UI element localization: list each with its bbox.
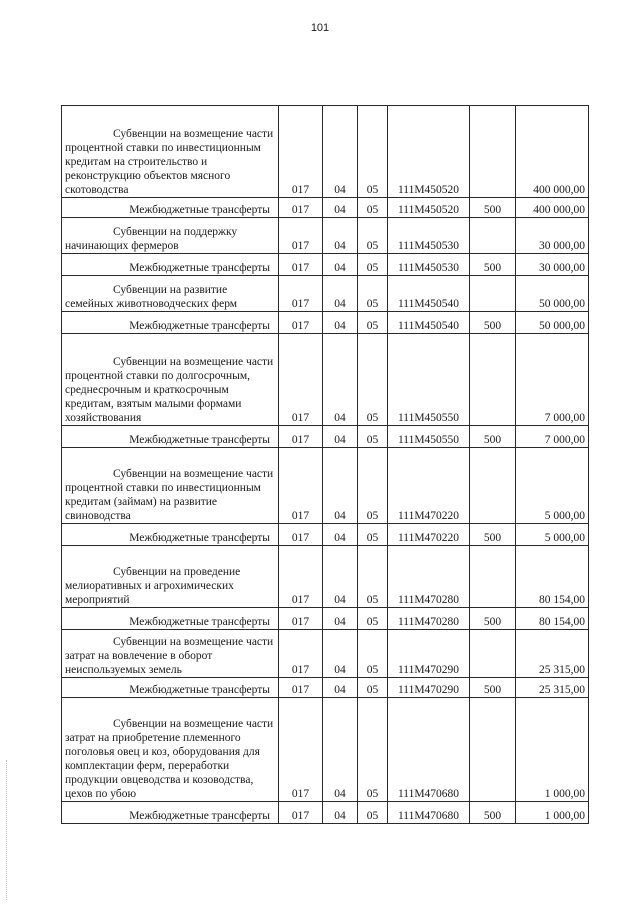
amount: 50 000,00: [516, 312, 589, 334]
section-code: 04: [323, 546, 358, 608]
subsection-code: 05: [358, 524, 388, 546]
description-line: кредитам, взятым малыми формами: [65, 398, 242, 410]
subsection-code: 05: [358, 630, 388, 678]
description-line: Межбюджетные трансферты: [129, 262, 270, 274]
transfer-row: [62, 198, 589, 218]
budget-table-body: [62, 106, 589, 824]
target-article-code: 111М470280: [388, 608, 470, 630]
amount: 80 154,00: [516, 608, 589, 630]
row-description: [62, 198, 279, 218]
subsection-code: 05: [358, 254, 388, 276]
expense-type-code: [470, 218, 516, 254]
transfer-row: [62, 802, 589, 824]
subsidy-row: [62, 276, 589, 312]
section-code: 04: [323, 678, 358, 698]
grbs-code: 017: [279, 276, 323, 312]
row-description: [62, 698, 279, 802]
description-line: Субвенции на возмещение части: [113, 636, 274, 648]
section-code: 04: [323, 524, 358, 546]
amount: 1 000,00: [516, 698, 589, 802]
description-line: процентной ставки по инвестиционным: [65, 482, 261, 494]
description-line: мелиоративных и агрохимических: [65, 580, 234, 592]
description-line: комплектации ферм, переработки: [65, 760, 230, 772]
amount: 7 000,00: [516, 426, 589, 448]
grbs-code: 017: [279, 698, 323, 802]
grbs-code: 017: [279, 254, 323, 276]
section-code: 04: [323, 448, 358, 524]
row-description: [62, 312, 279, 334]
description-line: затрат на вовлечение в оборот: [65, 650, 213, 662]
expense-type-code: [470, 448, 516, 524]
subsection-code: 05: [358, 106, 388, 198]
subsection-code: 05: [358, 426, 388, 448]
expense-type-code: [470, 698, 516, 802]
transfer-row: [62, 678, 589, 698]
transfer-row: [62, 608, 589, 630]
amount: 5 000,00: [516, 524, 589, 546]
description-line: скотоводства: [65, 184, 129, 196]
subsection-code: 05: [358, 698, 388, 802]
description-line: Межбюджетные трансферты: [129, 532, 270, 544]
description-line: хозяйствования: [65, 412, 142, 424]
description-line: Межбюджетные трансферты: [129, 320, 270, 332]
grbs-code: 017: [279, 448, 323, 524]
target-article-code: 111М450520: [388, 106, 470, 198]
section-code: 04: [323, 698, 358, 802]
transfer-row: [62, 254, 589, 276]
row-description: [62, 106, 279, 198]
grbs-code: 017: [279, 678, 323, 698]
target-article-code: 111М470220: [388, 448, 470, 524]
description-line: Субвенции на возмещение части: [113, 356, 274, 368]
target-article-code: 111М470680: [388, 698, 470, 802]
amount: 30 000,00: [516, 254, 589, 276]
expense-type-code: 500: [470, 608, 516, 630]
description-line: Межбюджетные трансферты: [129, 204, 270, 216]
section-code: 04: [323, 630, 358, 678]
grbs-code: 017: [279, 802, 323, 824]
description-line: мероприятий: [65, 594, 130, 606]
subsidy-row: [62, 448, 589, 524]
expense-type-code: 500: [470, 426, 516, 448]
budget-table: [61, 105, 589, 824]
description-line: неиспользуемых земель: [65, 664, 182, 676]
expense-type-code: [470, 106, 516, 198]
description-line: Субвенции на развитие: [113, 284, 228, 296]
section-code: 04: [323, 312, 358, 334]
amount: 80 154,00: [516, 546, 589, 608]
description-line: Субвенции на проведение: [113, 566, 241, 578]
section-code: 04: [323, 608, 358, 630]
subsidy-row: [62, 546, 589, 608]
grbs-code: 017: [279, 546, 323, 608]
amount: 7 000,00: [516, 334, 589, 426]
subsection-code: 05: [358, 678, 388, 698]
subsection-code: 05: [358, 198, 388, 218]
subsection-code: 05: [358, 448, 388, 524]
target-article-code: 111М470290: [388, 630, 470, 678]
target-article-code: 111М450550: [388, 334, 470, 426]
transfer-row: [62, 312, 589, 334]
section-code: 04: [323, 198, 358, 218]
subsidy-row: [62, 218, 589, 254]
description-line: кредитам (займам) на развитие: [65, 496, 218, 508]
grbs-code: 017: [279, 312, 323, 334]
description-line: Субвенции на возмещение части: [113, 718, 274, 730]
target-article-code: 111М470280: [388, 546, 470, 608]
row-description: [62, 254, 279, 276]
description-line: цехов по убою: [65, 788, 137, 800]
target-article-code: 111М470220: [388, 524, 470, 546]
page-number: 101: [310, 22, 330, 34]
subsection-code: 05: [358, 608, 388, 630]
amount: 30 000,00: [516, 218, 589, 254]
grbs-code: 017: [279, 198, 323, 218]
amount: 25 315,00: [516, 630, 589, 678]
grbs-code: 017: [279, 218, 323, 254]
amount: 50 000,00: [516, 276, 589, 312]
amount: 400 000,00: [516, 106, 589, 198]
description-line: Субвенции на поддержку: [113, 226, 238, 238]
row-description: [62, 276, 279, 312]
description-line: поголовья овец и коз, оборудования для: [65, 746, 260, 758]
row-description: [62, 218, 279, 254]
description-line: Межбюджетные трансферты: [129, 434, 270, 446]
subsection-code: 05: [358, 802, 388, 824]
target-article-code: 111М450540: [388, 276, 470, 312]
description-line: кредитам на строительство и: [65, 156, 208, 168]
subsection-code: 05: [358, 276, 388, 312]
subsection-code: 05: [358, 334, 388, 426]
section-code: 04: [323, 426, 358, 448]
section-code: 04: [323, 218, 358, 254]
expense-type-code: 500: [470, 524, 516, 546]
description-line: процентной ставки по инвестиционным: [65, 142, 261, 154]
subsidy-row: [62, 630, 589, 678]
grbs-code: 017: [279, 334, 323, 426]
description-line: Субвенции на возмещение части: [113, 128, 274, 140]
description-line: реконструкцию объектов мясного: [65, 170, 231, 182]
amount: 400 000,00: [516, 198, 589, 218]
target-article-code: 111М470680: [388, 802, 470, 824]
subsidy-row: [62, 334, 589, 426]
row-description: [62, 630, 279, 678]
target-article-code: 111М450550: [388, 426, 470, 448]
description-line: семейных животноводческих ферм: [65, 298, 238, 310]
section-code: 04: [323, 276, 358, 312]
target-article-code: 111М450530: [388, 254, 470, 276]
description-line: свиноводства: [65, 510, 131, 522]
row-description: [62, 426, 279, 448]
description-line: Субвенции на возмещение части: [113, 468, 274, 480]
grbs-code: 017: [279, 106, 323, 198]
expense-type-code: 500: [470, 678, 516, 698]
row-description: [62, 608, 279, 630]
row-description: [62, 546, 279, 608]
row-description: [62, 334, 279, 426]
expense-type-code: 500: [470, 254, 516, 276]
row-description: [62, 802, 279, 824]
expense-type-code: 500: [470, 312, 516, 334]
amount: 25 315,00: [516, 678, 589, 698]
description-line: Межбюджетные трансферты: [129, 810, 270, 822]
grbs-code: 017: [279, 524, 323, 546]
scan-margin-marks: [6, 760, 9, 900]
grbs-code: 017: [279, 426, 323, 448]
amount: 1 000,00: [516, 802, 589, 824]
description-line: Межбюджетные трансферты: [129, 684, 270, 696]
expense-type-code: [470, 334, 516, 426]
expense-type-code: [470, 546, 516, 608]
transfer-row: [62, 524, 589, 546]
expense-type-code: 500: [470, 198, 516, 218]
target-article-code: 111М450540: [388, 312, 470, 334]
section-code: 04: [323, 802, 358, 824]
grbs-code: 017: [279, 608, 323, 630]
row-description: [62, 678, 279, 698]
target-article-code: 111М470290: [388, 678, 470, 698]
grbs-code: 017: [279, 630, 323, 678]
description-line: начинающих фермеров: [65, 240, 179, 252]
description-line: продукции овцеводства и козоводства,: [65, 774, 254, 786]
section-code: 04: [323, 254, 358, 276]
row-description: [62, 524, 279, 546]
subsidy-row: [62, 698, 589, 802]
amount: 5 000,00: [516, 448, 589, 524]
section-code: 04: [323, 334, 358, 426]
subsidy-row: [62, 106, 589, 198]
expense-type-code: 500: [470, 802, 516, 824]
expense-type-code: [470, 630, 516, 678]
description-line: среднесрочным и краткосрочным: [65, 384, 229, 396]
row-description: [62, 448, 279, 524]
subsection-code: 05: [358, 312, 388, 334]
description-line: затрат на приобретение племенного: [65, 732, 241, 744]
section-code: 04: [323, 106, 358, 198]
subsection-code: 05: [358, 546, 388, 608]
target-article-code: 111М450530: [388, 218, 470, 254]
description-line: процентной ставки по долгосрочным,: [65, 370, 251, 382]
target-article-code: 111М450520: [388, 198, 470, 218]
transfer-row: [62, 426, 589, 448]
subsection-code: 05: [358, 218, 388, 254]
expense-type-code: [470, 276, 516, 312]
description-line: Межбюджетные трансферты: [129, 616, 270, 628]
